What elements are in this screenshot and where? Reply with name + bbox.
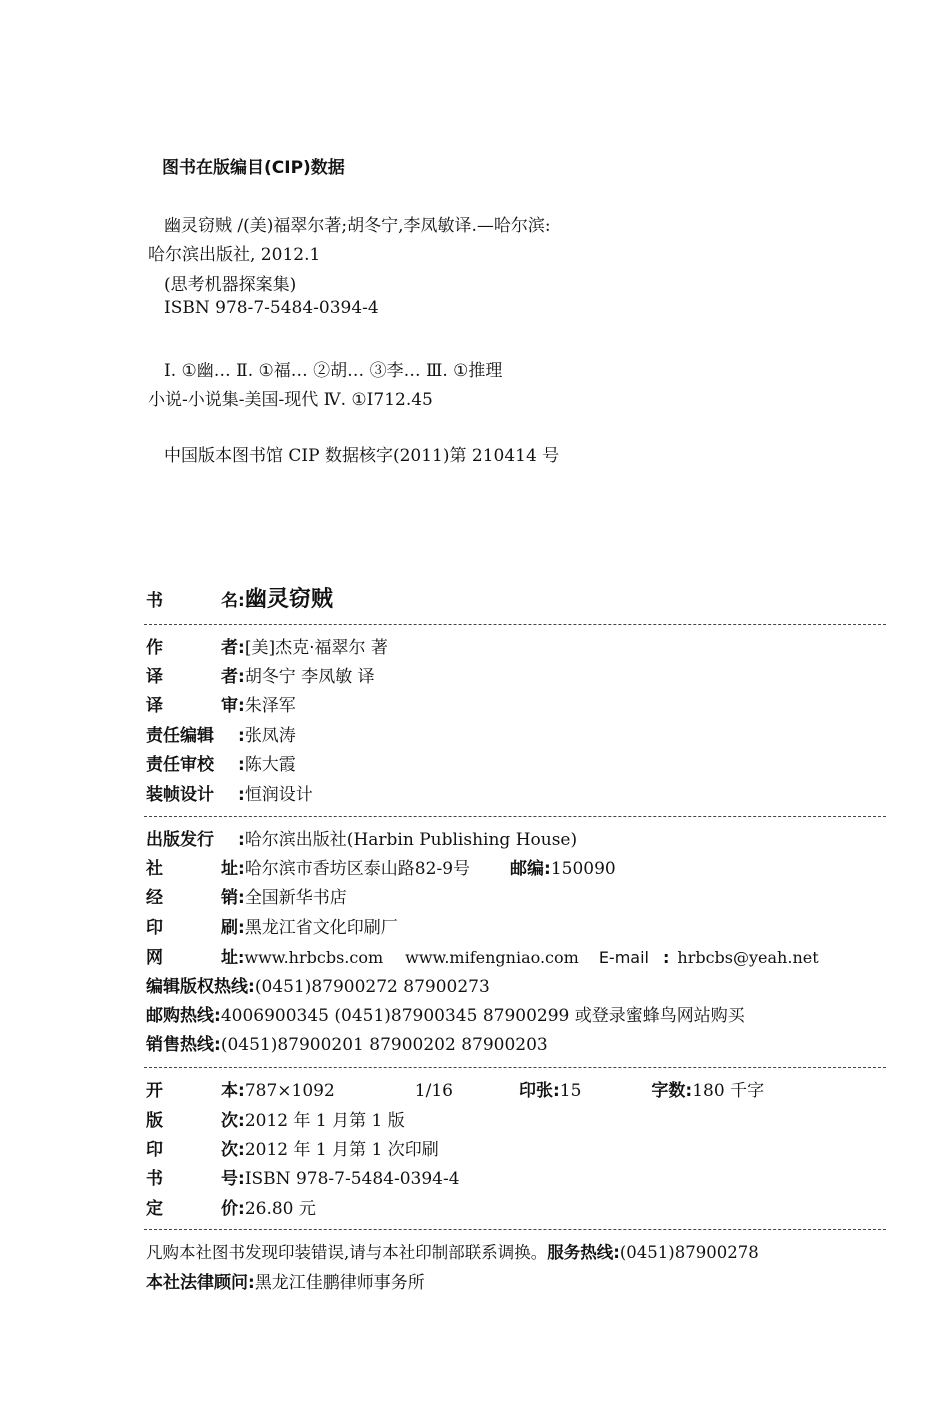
printer-value: 黑龙江省文化印刷厂 (244, 918, 398, 938)
distributor-value: 全国新华书店 (244, 888, 347, 908)
proofreader-row: 责任审校 :陈大霞 (146, 755, 296, 775)
website-label: 网 址 (146, 948, 238, 968)
book-title-row: 书 名:幽灵窃贼 (146, 587, 333, 612)
website-row: 网 址:www.hrbcbs.com www.mifengniao.com E-mail : hrbcbs@yeah.net (146, 948, 819, 968)
isbn-value: ISBN 978-7-5484-0394-4 (244, 1169, 460, 1189)
design-value: 恒润设计 (244, 785, 313, 805)
printing-label: 印 次 (146, 1140, 238, 1160)
format-value: 787×1092 (244, 1081, 335, 1101)
copyright-hotline-row (146, 975, 490, 999)
cip-number: 中国版本图书馆 CIP 数据核字(2011)第 210414 号 (164, 446, 560, 466)
edition-value: 2012 年 1 月第 1 版 (244, 1111, 405, 1131)
zip-label: 邮编: (510, 859, 551, 879)
service-hotline-value: (0451)87900278 (619, 1243, 759, 1262)
divider (144, 1067, 886, 1068)
design-label: 装帧设计 (146, 785, 214, 805)
edition-label: 版 次 (146, 1111, 238, 1131)
email-value[interactable]: hrbcbs@yeah.net (677, 948, 819, 967)
service-hotline-label: 服务热线: (547, 1243, 620, 1262)
words-value: 180 千字 (692, 1081, 765, 1101)
book-title: 幽灵窃贼 (244, 587, 333, 612)
website-1[interactable]: www.hrbcbs.com (244, 948, 384, 967)
reviewer-row: 译 审:朱泽军 (146, 696, 296, 716)
cip-line-3: (思考机器探案集) (164, 275, 297, 295)
price-value: 26.80 元 (244, 1199, 316, 1219)
copyright-hotline-label: 编辑版权热线: (146, 977, 255, 997)
price-label: 定 价 (146, 1199, 238, 1219)
sheets-label: 印张: (518, 1081, 560, 1101)
format-row: 开 本:787×1092 1/16 印张:15 字数:180 千字 (146, 1081, 765, 1101)
mail-order-row (146, 1004, 745, 1028)
editor-row: 责任编辑 :张凤涛 (146, 726, 296, 746)
cip-classification-2: 小说-小说集-美国-现代 Ⅳ. ①I712.45 (148, 390, 433, 410)
words-label: 字数: (651, 1081, 693, 1101)
book-title-label: 书 名 (146, 591, 238, 611)
sales-hotline-label: 销售热线: (146, 1035, 221, 1055)
cip-isbn: ISBN 978-7-5484-0394-4 (164, 298, 379, 318)
zip-value: 150090 (550, 859, 616, 879)
divider (144, 816, 886, 817)
isbn-label: 书 号 (146, 1169, 238, 1189)
sheets-value: 15 (559, 1081, 582, 1101)
editor-value: 张凤涛 (244, 726, 296, 746)
price-row: 定 价:26.80 元 (146, 1199, 316, 1219)
proofreader-label: 责任审校 (146, 755, 214, 775)
design-row: 装帧设计 :恒润设计 (146, 785, 313, 805)
author-label: 作 者 (146, 638, 238, 658)
publisher-value: 哈尔滨出版社(Harbin Publishing House) (244, 830, 578, 850)
sales-hotline-value: (0451)87900201 87900202 87900203 (220, 1035, 548, 1055)
publisher-label: 出版发行 (146, 830, 214, 850)
printer-label: 印 刷 (146, 918, 238, 938)
format-label: 开 本 (146, 1081, 238, 1101)
edition-row: 版 次:2012 年 1 月第 1 版 (146, 1111, 405, 1131)
publisher-row: 出版发行 :哈尔滨出版社(Harbin Publishing House) (146, 830, 578, 850)
fold-value: 1/16 (414, 1081, 453, 1101)
author-value: [美]杰克·福翠尔 著 (244, 638, 388, 658)
translator-label: 译 者 (146, 667, 238, 687)
distributor-row: 经 销:全国新华书店 (146, 888, 347, 908)
cip-classification-1: Ⅰ. ①幽… Ⅱ. ①福… ②胡… ③李… Ⅲ. ①推理 (164, 361, 503, 381)
translator-value: 胡冬宁 李凤敏 译 (244, 667, 375, 687)
cip-line-1: 幽灵窃贼 /(美)福翠尔著;胡冬宁,李凤敏译.—哈尔滨: (164, 216, 551, 236)
printing-row: 印 次:2012 年 1 月第 1 次印刷 (146, 1140, 439, 1160)
email-label: E-mail (598, 948, 649, 967)
isbn-row: 书 号:ISBN 978-7-5484-0394-4 (146, 1169, 460, 1189)
sales-hotline-row (146, 1033, 548, 1057)
editor-label: 责任编辑 (146, 726, 214, 746)
notice-text: 凡购本社图书发现印装错误,请与本社印制部联系调换。 (146, 1243, 548, 1262)
divider (144, 1229, 886, 1230)
author-row: 作 者:[美]杰克·福翠尔 著 (146, 638, 388, 658)
printing-value: 2012 年 1 月第 1 次印刷 (244, 1140, 439, 1160)
distributor-label: 经 销 (146, 888, 238, 908)
copyright-hotline-value: (0451)87900272 87900273 (254, 977, 490, 997)
proofreader-value: 陈大霞 (244, 755, 296, 775)
divider (144, 624, 886, 625)
reviewer-value: 朱泽军 (244, 696, 296, 716)
cip-line-2: 哈尔滨出版社, 2012.1 (148, 245, 321, 265)
address-value: 哈尔滨市香坊区泰山路82-9号 (244, 859, 471, 879)
mail-order-label: 邮购热线: (146, 1006, 221, 1026)
printer-row: 印 刷:黑龙江省文化印刷厂 (146, 918, 398, 938)
notice-row (146, 1241, 759, 1265)
legal-counsel-value: 黑龙江佳鹏律师事务所 (254, 1273, 425, 1293)
mail-order-value: 4006900345 (0451)87900345 87900299 或登录蜜蜂鸟网站购买 (220, 1006, 745, 1026)
legal-row (146, 1271, 425, 1295)
cip-heading: 图书在版编目(CIP)数据 (162, 158, 345, 178)
address-label: 社 址 (146, 859, 238, 879)
translator-row: 译 者:胡冬宁 李凤敏 译 (146, 667, 375, 687)
reviewer-label: 译 审 (146, 696, 238, 716)
legal-counsel-label: 本社法律顾问: (146, 1273, 255, 1293)
website-2[interactable]: www.mifengniao.com (405, 948, 579, 967)
address-row: 社 址:哈尔滨市香坊区泰山路82-9号 邮编:150090 (146, 859, 616, 879)
